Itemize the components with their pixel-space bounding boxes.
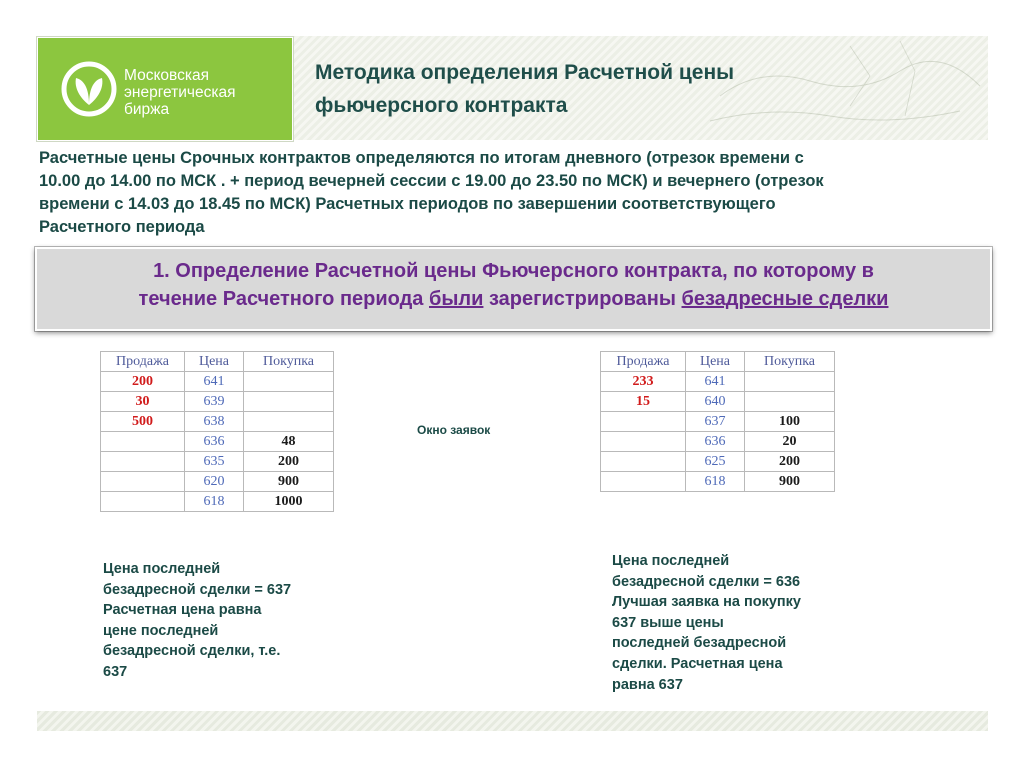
sell-cell: 233 [601,372,686,392]
sell-cell [601,432,686,452]
table-row [601,372,835,392]
price-cell: 635 [185,452,244,472]
note-line: 637 [103,663,128,680]
note-right [612,551,801,695]
sell-cell: 200 [101,372,185,392]
banner-text-part: зарегистрированы [483,288,682,310]
price-cell: 618 [686,472,745,492]
note-line: равна 637 [612,676,683,693]
sell-cell: 30 [101,392,185,412]
table-row [101,372,334,392]
buy-cell [745,372,835,392]
table-row [601,412,835,432]
banner-line-1: 1. Определение Расчетной цены Фьючерсного контракта, по которому в [153,260,874,282]
note-line: последней безадресной [612,635,787,652]
page-title-line: Методика определения Расчетной цены [315,61,735,84]
intro-paragraph [39,147,999,239]
note-line: Цена последней [103,561,221,577]
price-cell: 639 [185,392,244,412]
buy-cell [244,372,334,392]
banner-text-part: течение Расчетного периода [138,288,429,310]
table-row [601,392,835,412]
order-window-label: Окно заявок [417,423,491,437]
banner-text [37,257,990,313]
table-row [601,452,835,472]
table-row [101,472,334,492]
logo-line: Московская [124,67,209,84]
sell-cell [101,492,185,512]
note-line: сделки. Расчетная цена [612,655,783,672]
order-book-left [100,351,334,512]
intro-line: Расчетные цены Срочных контрактов определяются по итогам дневного (отрезок времени с [39,149,804,167]
table-row [101,492,334,512]
sell-cell [101,452,185,472]
footer-band [37,711,988,731]
table-row [101,412,334,432]
price-cell: 618 [185,492,244,512]
intro-line: Расчетного периода [39,218,205,236]
section-banner [35,247,992,331]
buy-cell: 900 [745,472,835,492]
note-line: безадресной сделки = 637 [103,581,292,598]
note-line: безадресной сделки = 636 [612,573,801,590]
column-header-sell: Продажа [101,352,185,372]
table-row [601,432,835,452]
intro-line: времени с 14.03 до 18.45 по МСК) Расчетных периодов по завершении соответствующего [39,195,776,213]
leaf-circle-logo-icon [60,60,118,118]
price-cell: 636 [185,432,244,452]
table-header-row [101,352,334,372]
price-cell: 641 [185,372,244,392]
banner-line-2 [37,285,990,313]
buy-cell [244,412,334,432]
buy-cell: 48 [244,432,334,452]
logo-panel [37,37,293,141]
price-cell: 637 [686,412,745,432]
note-line: 637 выше цены [612,614,724,631]
buy-cell: 100 [745,412,835,432]
buy-cell: 200 [745,452,835,472]
buy-cell: 200 [244,452,334,472]
banner-underlined-trades: безадресные сделки [681,288,889,310]
price-cell: 638 [185,412,244,432]
table-row [101,432,334,452]
page-title-line: фьючерсного контракта [315,94,568,117]
note-line: безадресной сделки, т.е. [103,643,281,660]
sell-cell [101,432,185,452]
buy-cell: 900 [244,472,334,492]
price-cell: 636 [686,432,745,452]
buy-cell [244,392,334,412]
sell-cell [101,472,185,492]
buy-cell: 1000 [244,492,334,512]
price-cell: 641 [686,372,745,392]
table-row [101,452,334,472]
logo-line: энергетическая [124,84,236,101]
table-row [101,392,334,412]
note-line: Лучшая заявка на покупку [612,594,801,611]
buy-cell: 20 [745,432,835,452]
logo-wordmark [124,67,289,118]
price-cell: 640 [686,392,745,412]
sell-cell [601,452,686,472]
note-line: Расчетная цена равна [103,602,262,619]
note-left [103,559,291,683]
logo-line: биржа [124,101,170,118]
sell-cell: 500 [101,412,185,432]
order-book-right [600,351,835,492]
note-line: цене последней [103,622,219,639]
banner-underlined-were: были [429,288,484,310]
sell-cell [601,472,686,492]
table-row [601,472,835,492]
column-header-price: Цена [686,352,745,372]
table-header-row [601,352,835,372]
note-line: Цена последней [612,553,730,569]
page-title [315,56,875,122]
price-cell: 625 [686,452,745,472]
intro-line: 10.00 до 14.00 по МСК . + период вечерней сессии с 19.00 до 23.50 по МСК) и вечернего (отрезок [39,172,824,190]
column-header-price: Цена [185,352,244,372]
column-header-buy: Покупка [745,352,835,372]
sell-cell [601,412,686,432]
sell-cell: 15 [601,392,686,412]
price-cell: 620 [185,472,244,492]
column-header-buy: Покупка [244,352,334,372]
buy-cell [745,392,835,412]
column-header-sell: Продажа [601,352,686,372]
